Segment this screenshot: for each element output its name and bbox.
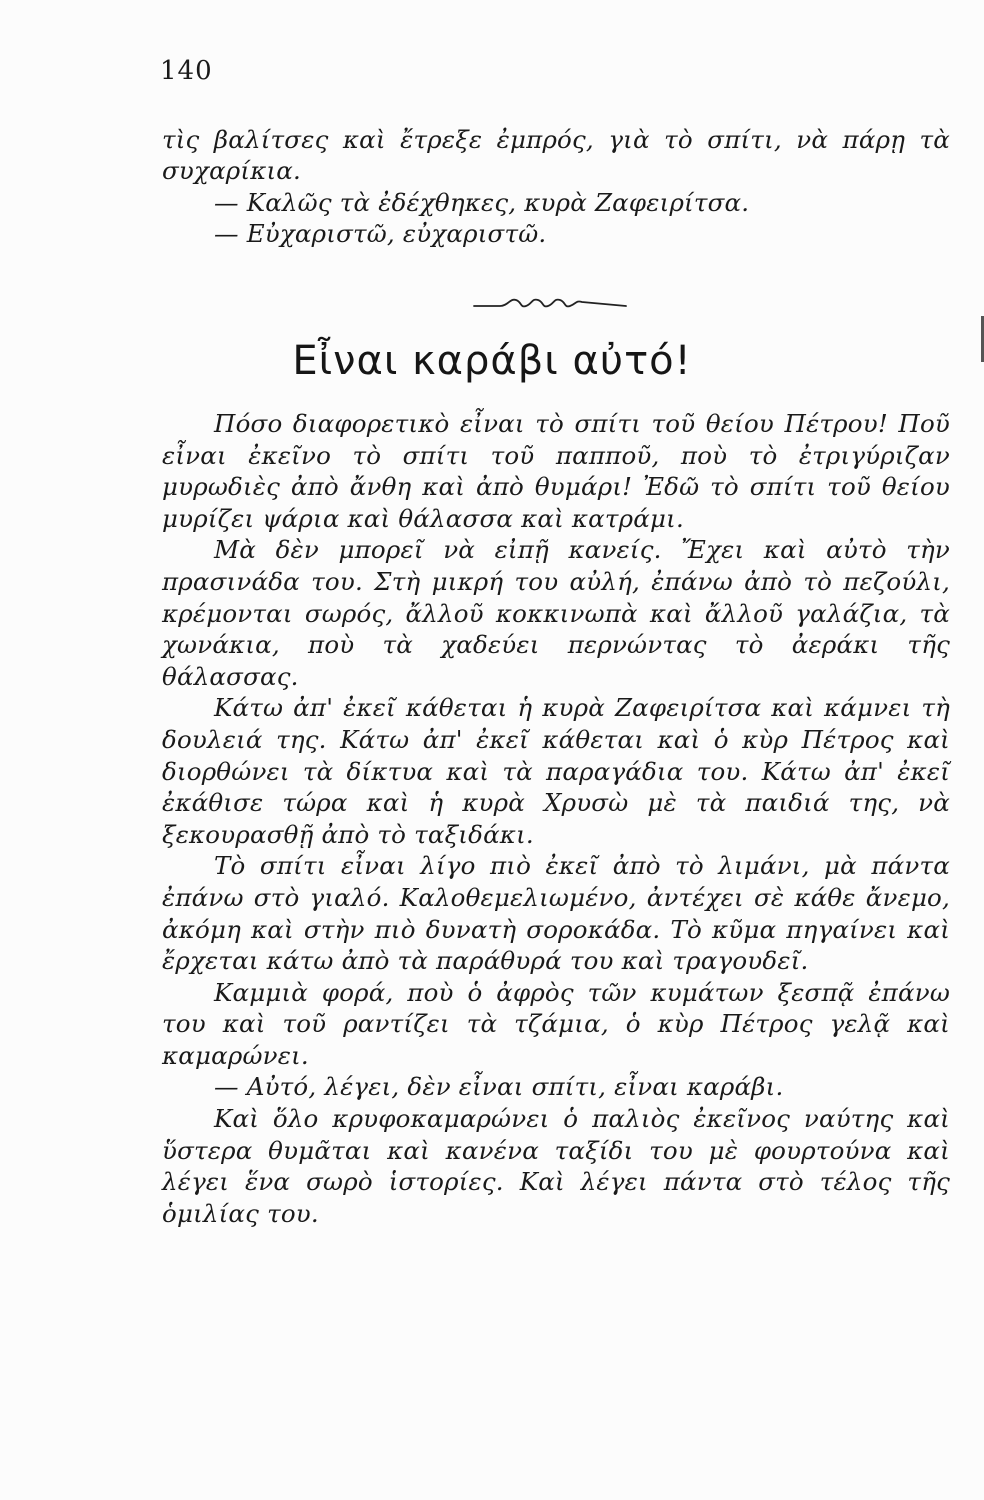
dialogue-line: — Καλῶς τὰ ἐδέχθηκες, κυρὰ Ζαφειρίτσα. bbox=[214, 187, 750, 217]
paragraph: Μὰ δὲν μπορεῖ νὰ εἰπῇ κανείς. Ἔχει καὶ αὐτὸ τὴν πρασινάδα του. Στὴ μικρή του αὐλή, ἐπάνω ἀπὸ τὸ πεζούλι, κρέμονται σωρός, ἄλλοῦ κοκκινωπὰ καὶ ἄλλοῦ γαλάζια, τὰ χωνάκια, ποὺ τὰ χαδεύει περνώντας τὸ ἀεράκι τῆς θάλασσας. bbox=[162, 535, 950, 691]
dialogue-line: — Εὐχαριστῶ, εὐχαριστῶ. bbox=[214, 219, 547, 249]
chapter-title: Εἶναι καράβι αὐτό! bbox=[292, 338, 692, 384]
previous-chapter-ending bbox=[162, 124, 950, 250]
page-number: 140 bbox=[160, 56, 213, 86]
paragraph: Καμμιὰ φορά, ποὺ ὁ ἀφρὸς τῶν κυμάτων ξεσπᾷ ἐπάνω του καὶ τοῦ ραντίζει τὰ τζάμια, ὁ κὺρ Πέτρος γελᾷ καὶ καμαρώνει. bbox=[162, 977, 950, 1070]
paragraph: τὶς βαλίτσες καὶ ἔτρεξε ἐμπρός, γιὰ τὸ σπίτι, νὰ πάρῃ τὰ συχαρίκια. bbox=[162, 125, 950, 186]
dialogue-line: — Αὐτό, λέγει, δὲν εἶναι σπίτι, εἶναι καράβι. bbox=[214, 1072, 784, 1102]
chapter-body bbox=[162, 408, 950, 1229]
paragraph: Καὶ ὅλο κρυφοκαμαρώνει ὁ παλιὸς ἐκεῖνος ναύτης καὶ ὕστερα θυμᾶται καὶ κανένα ταξίδι του μὲ φουρτούνα καὶ λέγει ἕνα σωρὸ ἱστορίες. Καὶ λέγει πάντα στὸ τέλος τῆς ὁμιλίας του. bbox=[162, 1104, 950, 1228]
wavy-divider-ornament bbox=[470, 292, 630, 320]
paragraph: Κάτω ἀπ' ἐκεῖ κάθεται ἡ κυρὰ Ζαφειρίτσα καὶ κάμνει τὴ δουλειά της. Κάτω ἀπ' ἐκεῖ κάθεται καὶ ὁ κὺρ Πέτρος καὶ διορθώνει τὰ δίκτυα καὶ τὰ παραγάδια του. Κάτω ἀπ' ἐκεῖ ἐκάθισε τώρα καὶ ἡ κυρὰ Χρυσὼ μὲ τὰ παιδιά της, νὰ ξεκουρασθῇ ἀπὸ τὸ ταξιδάκι. bbox=[162, 693, 950, 849]
paragraph: Τὸ σπίτι εἶναι λίγο πιὸ ἐκεῖ ἀπὸ τὸ λιμάνι, μὰ πάντα ἐπάνω στὸ γιαλό. Καλοθεμελιωμένο, ἀντέχει σὲ κάθε ἄνεμο, ἀκόμη καὶ στὴν πιὸ δυνατὴ σοροκάδα. Τὸ κῦμα πηγαίνει καὶ ἔρχεται κάτω ἀπὸ τὰ παράθυρά του καὶ τραγουδεῖ. bbox=[162, 851, 950, 976]
paragraph: Πόσο διαφορετικὸ εἶναι τὸ σπίτι τοῦ θείου Πέτρου! Ποῦ εἶναι ἐκεῖνο τὸ σπίτι τοῦ παπποῦ, ποὺ τὸ ἐτριγύριζαν μυρωδιὲς ἀπὸ ἄνθη καὶ ἀπὸ θυμάρι! Ἐδῶ τὸ σπίτι τοῦ θείου μυρίζει ψάρια καὶ θάλασσα καὶ κατράμι. bbox=[162, 409, 950, 533]
